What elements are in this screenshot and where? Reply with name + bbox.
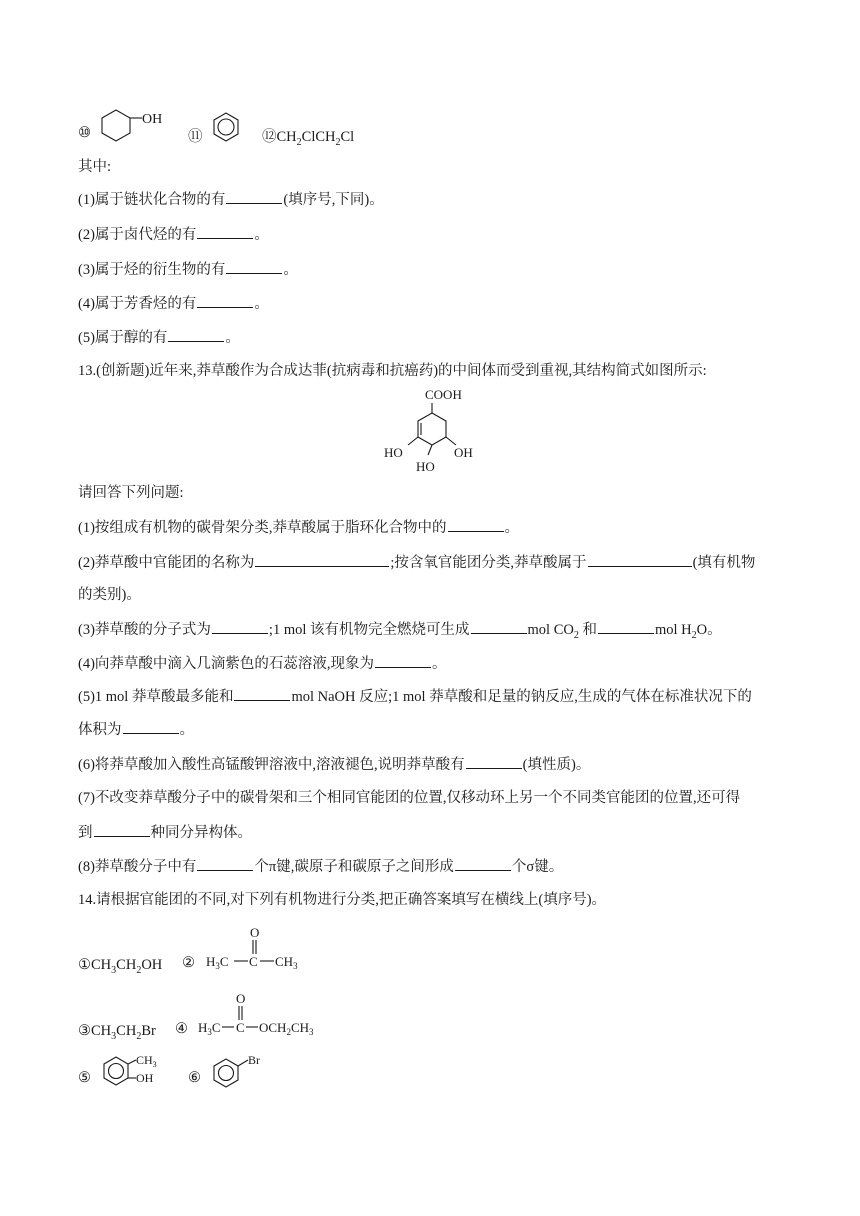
- oh-right-label: OH: [454, 445, 473, 460]
- answer-blank[interactable]: [197, 293, 253, 308]
- cooh-label: COOH: [425, 387, 462, 402]
- bromobenzene-structure: [208, 1052, 278, 1092]
- answer-blank[interactable]: [588, 552, 692, 567]
- o-label: O: [250, 925, 260, 940]
- answer-blank[interactable]: [448, 517, 504, 532]
- svg-text:Br: Br: [248, 1053, 260, 1067]
- answer-blank[interactable]: [197, 224, 253, 239]
- svg-text:H3C: $H_3C$: [206, 954, 229, 971]
- q13-part-7: (7)不改变莽草酸分子中的碳骨架和三个相同官能团的位置,仅移动环上另一个不同类官能团的位置,还可得: [78, 790, 741, 806]
- cyclohexanol-structure: [96, 106, 166, 146]
- q13-part-7-cont: 到 种同分异构体。: [78, 822, 252, 843]
- label-5: ⑤: [78, 1070, 91, 1086]
- svg-text:OCH2CH3: $OCH_2CH_3$: [259, 1020, 314, 1037]
- q13-part-4: (4)向莽草酸中滴入几滴紫色的石蕊溶液,现象为 。: [78, 653, 447, 674]
- answer-blank[interactable]: [455, 856, 511, 871]
- q12-item-1: (1)属于链状化合物的有 (填序号,下同)。: [78, 189, 384, 210]
- q13-part-3: (3)莽草酸的分子式为 ;1 mol 该有机物完全燃烧可生成 mol $CO_2$ 和 mol $H_2O$。: [78, 619, 722, 646]
- compound-1: $①CH_3CH_2OH$: [78, 957, 163, 976]
- label-6: ⑥: [188, 1070, 201, 1086]
- answer-blank[interactable]: [466, 754, 522, 769]
- answer-blank[interactable]: [471, 619, 527, 634]
- svg-text:OH: OH: [136, 1071, 154, 1085]
- ho-mid-label: HO: [416, 459, 435, 474]
- answer-blank[interactable]: [197, 856, 253, 871]
- answer-blank[interactable]: [598, 619, 654, 634]
- label-11: ⑪: [188, 129, 203, 145]
- answer-blank[interactable]: [123, 719, 179, 734]
- q13-stem: 13.(创新题)近年来,莽草酸作为合成达菲(抗病毒和抗癌药)的中间体而受到重视,其结构简式如图所示:: [78, 363, 707, 379]
- q12-item-4: (4)属于芳香烃的有 。: [78, 293, 269, 314]
- label-2: ②: [182, 955, 195, 971]
- answer-blank[interactable]: [234, 686, 290, 701]
- q13-part-1: (1)按组成有机物的碳骨架分类,莽草酸属于脂环化合物中的 。: [78, 517, 519, 538]
- shikimic-acid-structure: [380, 385, 490, 477]
- ho-left-label: HO: [384, 445, 403, 460]
- label-10: ⑩: [78, 125, 91, 141]
- answer-blank[interactable]: [168, 327, 224, 342]
- o-cresol-structure: [98, 1052, 168, 1092]
- compound-3: $③CH_3CH_2Br$: [78, 1023, 156, 1042]
- q12-item-5: (5)属于醇的有 。: [78, 327, 240, 348]
- answer-blank[interactable]: [375, 653, 431, 668]
- svg-text:C: C: [249, 954, 258, 969]
- q12-item-3: (3)属于烃的衍生物的有 。: [78, 259, 298, 280]
- q14-stem: 14.请根据官能团的不同,对下列有机物进行分类,把正确答案填写在横线上(填序号)。: [78, 892, 607, 908]
- svg-text:C: C: [236, 1020, 245, 1035]
- q13-prompt: 请回答下列问题:: [78, 485, 184, 501]
- q13-part-5-cont: 体积为 。: [78, 719, 194, 740]
- q13-part-6: (6)将莽草酸加入酸性高锰酸钾溶液中,溶液褪色,说明莽草酸有 (填性质)。: [78, 754, 590, 775]
- oh-label: OH: [142, 112, 163, 127]
- q12-intro: 其中:: [78, 159, 112, 175]
- compound-12: $⑫CH_2ClCH_2Cl$: [262, 129, 355, 148]
- q13-part-5: (5)1 mol 莽草酸最多能和 mol NaOH 反应;1 mol 莽草酸和足量的钠反应,生成的气体在标准状况下的: [78, 686, 752, 707]
- answer-blank[interactable]: [226, 259, 282, 274]
- label-4: ④: [175, 1021, 188, 1037]
- q13-part-8: (8)莽草酸分子中有 个π键,碳原子和碳原子之间形成 个σ键。: [78, 856, 563, 877]
- o-label: O: [236, 991, 246, 1006]
- answer-blank[interactable]: [226, 189, 282, 204]
- q13-part-2: (2)莽草酸中官能团的名称为 ;按含氧官能团分类,莽草酸属于 (填有机物: [78, 552, 755, 573]
- answer-blank[interactable]: [255, 552, 389, 567]
- acetone-structure: [204, 924, 304, 972]
- answer-blank[interactable]: [212, 619, 268, 634]
- benzene-structure: [210, 112, 244, 144]
- svg-text:CH3: $CH_3$: [275, 954, 298, 971]
- svg-text:H3C: $H_3C$: [198, 1020, 221, 1037]
- ethyl-acetate-structure: [196, 990, 326, 1038]
- q13-part-2-cont: 的类别)。: [78, 587, 141, 603]
- svg-text:CH3: $CH_3$: [136, 1053, 157, 1069]
- answer-blank[interactable]: [94, 822, 150, 837]
- q12-item-2: (2)属于卤代烃的有 。: [78, 224, 269, 245]
